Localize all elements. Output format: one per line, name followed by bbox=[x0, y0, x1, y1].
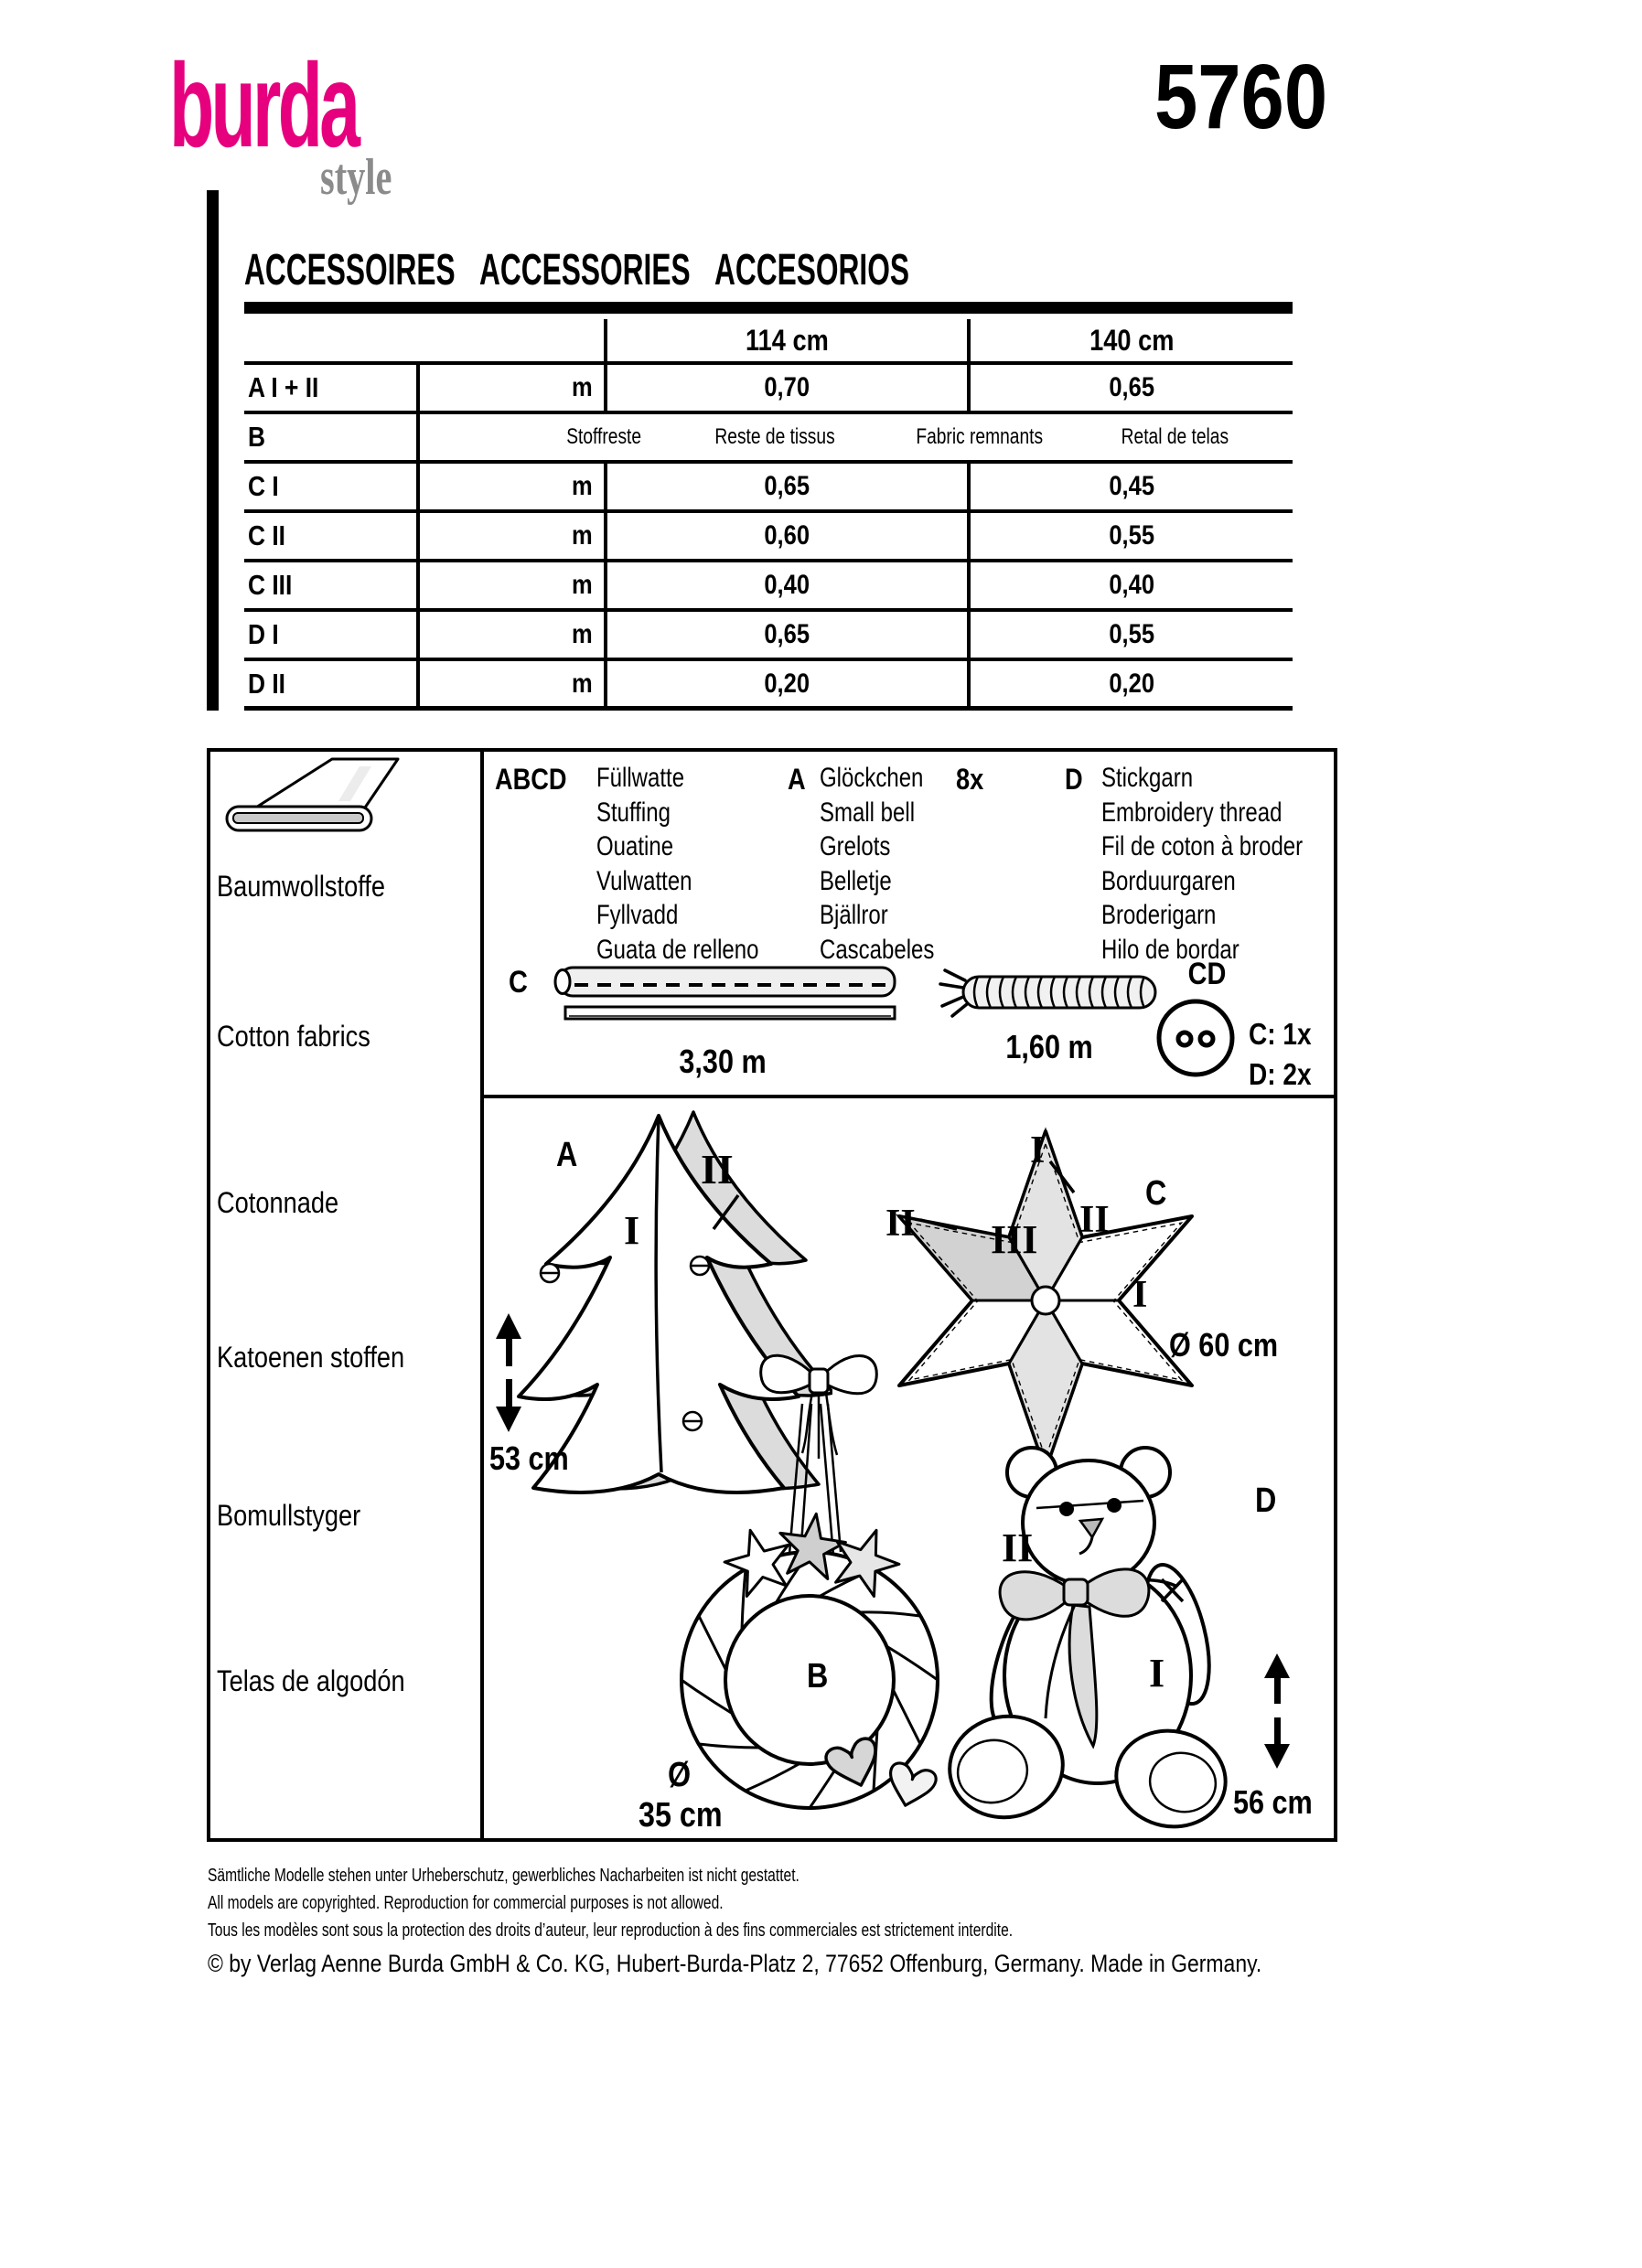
table-header-row bbox=[244, 319, 1293, 365]
value-114: 0,65 bbox=[604, 464, 967, 509]
fabric-label-es: Telas de algodón bbox=[217, 1664, 405, 1697]
legend-code-a: A bbox=[788, 763, 806, 796]
fabric-label-fr: Cotonnade bbox=[217, 1186, 339, 1219]
wreath-diameter: 35 cm bbox=[639, 1796, 723, 1835]
burda-logo bbox=[169, 38, 472, 172]
legend-code-abcd: ABCD bbox=[495, 763, 567, 796]
title-rule bbox=[244, 302, 1293, 314]
col-header-140cm: 140 cm bbox=[967, 319, 1293, 361]
row-label: D II bbox=[248, 667, 285, 700]
star-diameter: Ø 60 cm bbox=[1169, 1326, 1279, 1364]
teddy-bear-illustration bbox=[938, 1442, 1240, 1831]
burda-style-subtitle: style bbox=[320, 149, 392, 206]
bear-part-bow-label: II bbox=[1002, 1525, 1034, 1570]
burda-logo-text: burda bbox=[169, 38, 358, 172]
materials-and-models-box bbox=[207, 748, 1337, 1842]
value-140: 0,45 bbox=[967, 464, 1293, 509]
col-header-114cm: 114 cm bbox=[604, 319, 967, 361]
table-row bbox=[244, 562, 1293, 612]
row-unit: m bbox=[416, 612, 604, 658]
legend-stuffing-terms: Füllwatte Stuffing Ouatine Vulwatten Fyllvadd Guata de relleno bbox=[596, 763, 759, 965]
publisher-line: © by Verlag Aenne Burda GmbH & Co. KG, Hubert-Burda-Platz 2, 77652 Offenburg, Germany. Made in Germany. bbox=[208, 1950, 1262, 1977]
page-title: ACCESSOIRES ACCESSORIES ACCESORIOS bbox=[244, 246, 910, 294]
star-part-left-label: II bbox=[885, 1203, 916, 1245]
legend-thread-terms: Stickgarn Embroidery thread Fil de coton à broder Borduurgaren Broderigarn Hilo de bordar bbox=[1101, 763, 1304, 965]
fabric-bolt-icon bbox=[224, 754, 402, 838]
height-arrow-56 bbox=[1261, 1652, 1293, 1771]
value-140: 0,55 bbox=[967, 612, 1293, 658]
bear-label: D bbox=[1255, 1482, 1277, 1520]
star-part-top-label: I bbox=[1030, 1129, 1046, 1171]
tree-part-front-label: I bbox=[624, 1208, 640, 1253]
button-code: CD bbox=[1188, 957, 1227, 991]
tree-label: A bbox=[556, 1136, 578, 1174]
pattern-number: 5760 bbox=[1154, 46, 1328, 148]
fabric-label-nl: Katoenen stoffen bbox=[217, 1341, 405, 1374]
row-label: C II bbox=[248, 519, 285, 551]
cord-length: 1,60 m bbox=[1005, 1028, 1094, 1065]
row-label: A I + II bbox=[248, 371, 319, 403]
piping-length: 3,30 m bbox=[679, 1043, 767, 1080]
table-row bbox=[244, 513, 1293, 562]
star-part-mid-label: III bbox=[991, 1217, 1038, 1262]
fabric-label-de: Baumwollstoffe bbox=[217, 870, 385, 903]
row-label: C I bbox=[248, 470, 279, 502]
bear-height: 56 cm bbox=[1233, 1783, 1313, 1821]
value-140: 0,20 bbox=[967, 661, 1293, 706]
star-label: C bbox=[1145, 1174, 1167, 1213]
value-114: 0,60 bbox=[604, 513, 967, 559]
table-row-remnants bbox=[244, 414, 1293, 464]
button-count-d: D: 2x bbox=[1249, 1057, 1312, 1091]
legend-divider bbox=[484, 1095, 1334, 1098]
left-rule-bar bbox=[207, 190, 219, 711]
table-row bbox=[244, 612, 1293, 661]
twisted-cord-icon bbox=[938, 966, 1162, 1019]
bear-part-body-label: I bbox=[1149, 1651, 1165, 1696]
copyright-line-en: All models are copyrighted. Reproduction for commercial purposes is not allowed. bbox=[208, 1893, 724, 1913]
row-unit: m bbox=[416, 562, 604, 608]
tree-height: 53 cm bbox=[489, 1439, 569, 1477]
legend-code-d: D bbox=[1065, 763, 1083, 796]
legend-bell-terms: Glöckchen Small bell Grelots Belletje Bjällror Cascabeles bbox=[820, 763, 935, 965]
row-unit: m bbox=[416, 464, 604, 509]
fabric-label-en: Cotton fabrics bbox=[217, 1020, 370, 1053]
piping-code: C bbox=[509, 965, 528, 1000]
row-label: B bbox=[248, 421, 266, 453]
two-hole-button-icon bbox=[1154, 997, 1237, 1079]
wreath-illustration bbox=[672, 1332, 947, 1831]
value-140: 0,65 bbox=[967, 365, 1293, 411]
row-label: C III bbox=[248, 569, 293, 601]
value-114: 0,20 bbox=[604, 661, 967, 706]
value-114: 0,70 bbox=[604, 365, 967, 411]
height-arrow-53 bbox=[492, 1311, 525, 1434]
row-unit: m bbox=[416, 365, 604, 411]
value-114: 0,40 bbox=[604, 562, 967, 608]
row-unit: m bbox=[416, 513, 604, 559]
row-label: D I bbox=[248, 618, 279, 650]
wreath-diameter-symbol: Ø bbox=[668, 1756, 692, 1794]
value-140: 0,55 bbox=[967, 513, 1293, 559]
remnant-cell: Stoffreste Reste de tissus Fabric remnants Retal de telas bbox=[416, 414, 1293, 460]
fabric-requirements-table bbox=[244, 319, 1293, 711]
star-part-low-label: I bbox=[1132, 1274, 1148, 1316]
tree-part-back-label: II bbox=[701, 1146, 734, 1193]
value-114: 0,65 bbox=[604, 612, 967, 658]
value-140: 0,40 bbox=[967, 562, 1293, 608]
copyright-line-fr: Tous les modèles sont sous la protection des droits d’auteur, leur reproduction à des fins commerciales est strictement interdite. bbox=[208, 1920, 1014, 1941]
wreath-label: B bbox=[807, 1657, 829, 1696]
row-unit: m bbox=[416, 661, 604, 706]
star-part-right-label: II bbox=[1079, 1199, 1110, 1241]
bell-quantity: 8x bbox=[956, 763, 984, 796]
table-row bbox=[244, 661, 1293, 711]
copyright-line-de: Sämtliche Modelle stehen unter Urheberschutz, gewerbliches Nacharbeiten ist nicht gestattet. bbox=[208, 1866, 800, 1886]
fabric-label-sv: Bomullstyger bbox=[217, 1499, 361, 1532]
piping-strip-icon bbox=[547, 964, 899, 1030]
sidebar-divider bbox=[480, 752, 484, 1838]
table-row bbox=[244, 365, 1293, 414]
button-count-c: C: 1x bbox=[1249, 1017, 1312, 1051]
table-row bbox=[244, 464, 1293, 513]
